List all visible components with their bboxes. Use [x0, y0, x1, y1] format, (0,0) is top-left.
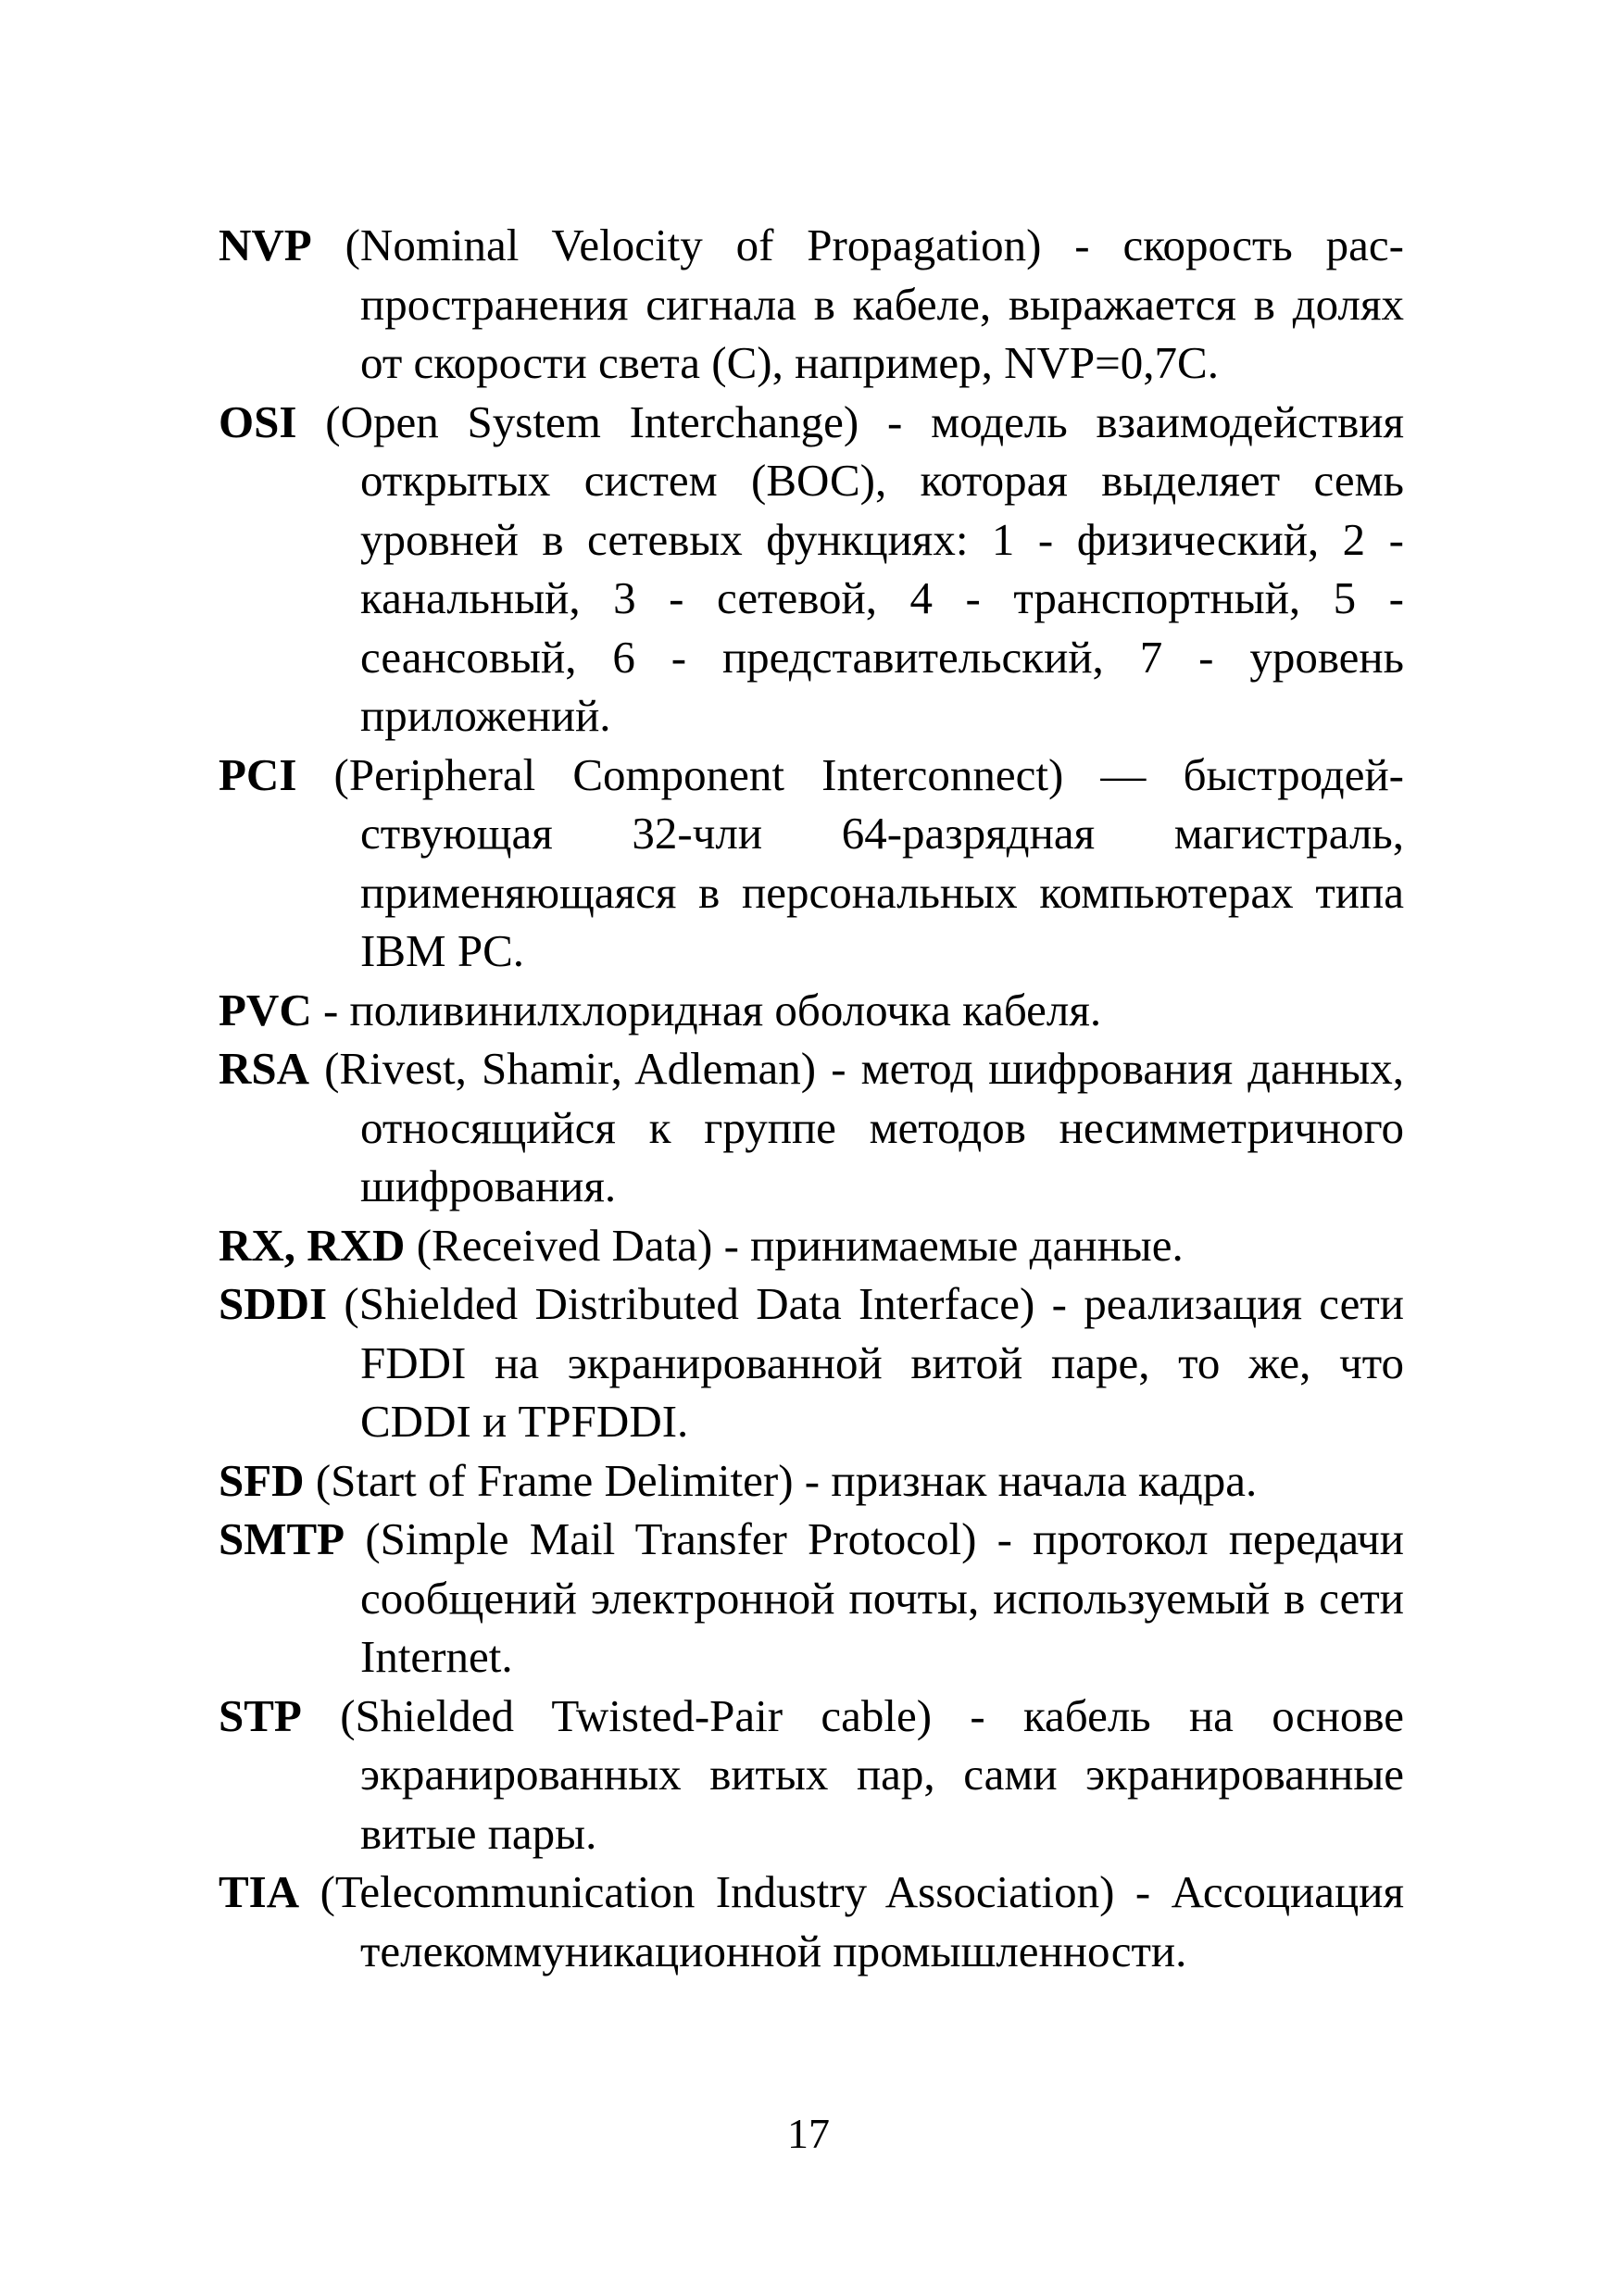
- glossary-term: SDDI: [219, 1278, 328, 1329]
- glossary-term: RX, RXD: [219, 1219, 406, 1271]
- glossary-entry-nvp: [219, 216, 1404, 393]
- glossary-list: [219, 216, 1404, 1980]
- glossary-term: TIA: [219, 1866, 300, 1917]
- glossary-term: NVP: [219, 220, 312, 270]
- glossary-term: STP: [219, 1689, 302, 1741]
- glossary-definition: (Nominal Velocity of Propagation) - скорость распространения сигнала в кабеле, выражается в долях от скорости света (С), например, NVP=0,7C.: [345, 220, 1404, 388]
- glossary-entry-rx-rxd: [219, 1216, 1404, 1275]
- glossary-entry-tia: [219, 1863, 1404, 1980]
- glossary-definition: (Shielded Twisted-Pair cable) - кабель на основе экранированных витых пар, сами экранированные витые пары.: [340, 1689, 1405, 1859]
- glossary-entry-sddi: [219, 1274, 1404, 1451]
- glossary-definition: (Start of Frame Delimiter) - признак начала кадра.: [315, 1454, 1258, 1506]
- glossary-entry-rsa: [219, 1039, 1404, 1216]
- glossary-definition: (Shielded Distributed Data Interface) - реализация сети FDDI на экранированной витой паре, то же, что CDDI и TPFDDI.: [344, 1278, 1405, 1447]
- glossary-term: RSA: [219, 1043, 310, 1094]
- glossary-entry-pci: [219, 746, 1404, 981]
- glossary-definition: (Simple Mail Transfer Protocol) - протокол передачи сообщений электронной почты, используемый в сети Internet.: [360, 1513, 1404, 1682]
- glossary-term: SMTP: [219, 1513, 345, 1564]
- glossary-entry-osi: [219, 393, 1404, 746]
- glossary-entry-smtp: [219, 1510, 1404, 1687]
- glossary-entry-stp: [219, 1687, 1404, 1863]
- glossary-definition: (Received Data) - принимаемые данные.: [416, 1219, 1184, 1271]
- page-number: 17: [787, 2110, 830, 2157]
- glossary-definition: (Peripheral Component Interconnect) — быстродействующая 32-чли 64-разрядная магистраль, применяющаяся в персональных компьютерах типа IBM PC.: [333, 748, 1404, 976]
- glossary-term: OSI: [219, 395, 297, 447]
- glossary-definition: (Telecommunication Industry Association) - Ассоциация телекоммуникационной промышленности.: [320, 1866, 1404, 1976]
- glossary-definition: (Open System Interchange) - модель взаимодействия открытых систем (ВОС), которая выделяет семь уровней в сетевых функциях: 1 - физический, 2 - канальный, 3 - сетевой, 4 - транспортный, 5 - сеансовый, 6 - представительский, 7 - уровень приложений.: [325, 395, 1404, 741]
- glossary-definition: (Rivest, Shamir, Adleman) - метод шифрования данных, относящийся к группе методов несимметричного шифрования.: [324, 1043, 1404, 1211]
- glossary-term: SFD: [219, 1454, 305, 1506]
- glossary-term: PCI: [219, 748, 297, 800]
- glossary-definition: - поливинилхлоридная оболочка кабеля.: [322, 984, 1102, 1035]
- glossary-entry-pvc: [219, 981, 1404, 1040]
- glossary-entry-sfd: [219, 1451, 1404, 1511]
- glossary-term: PVC: [219, 984, 312, 1035]
